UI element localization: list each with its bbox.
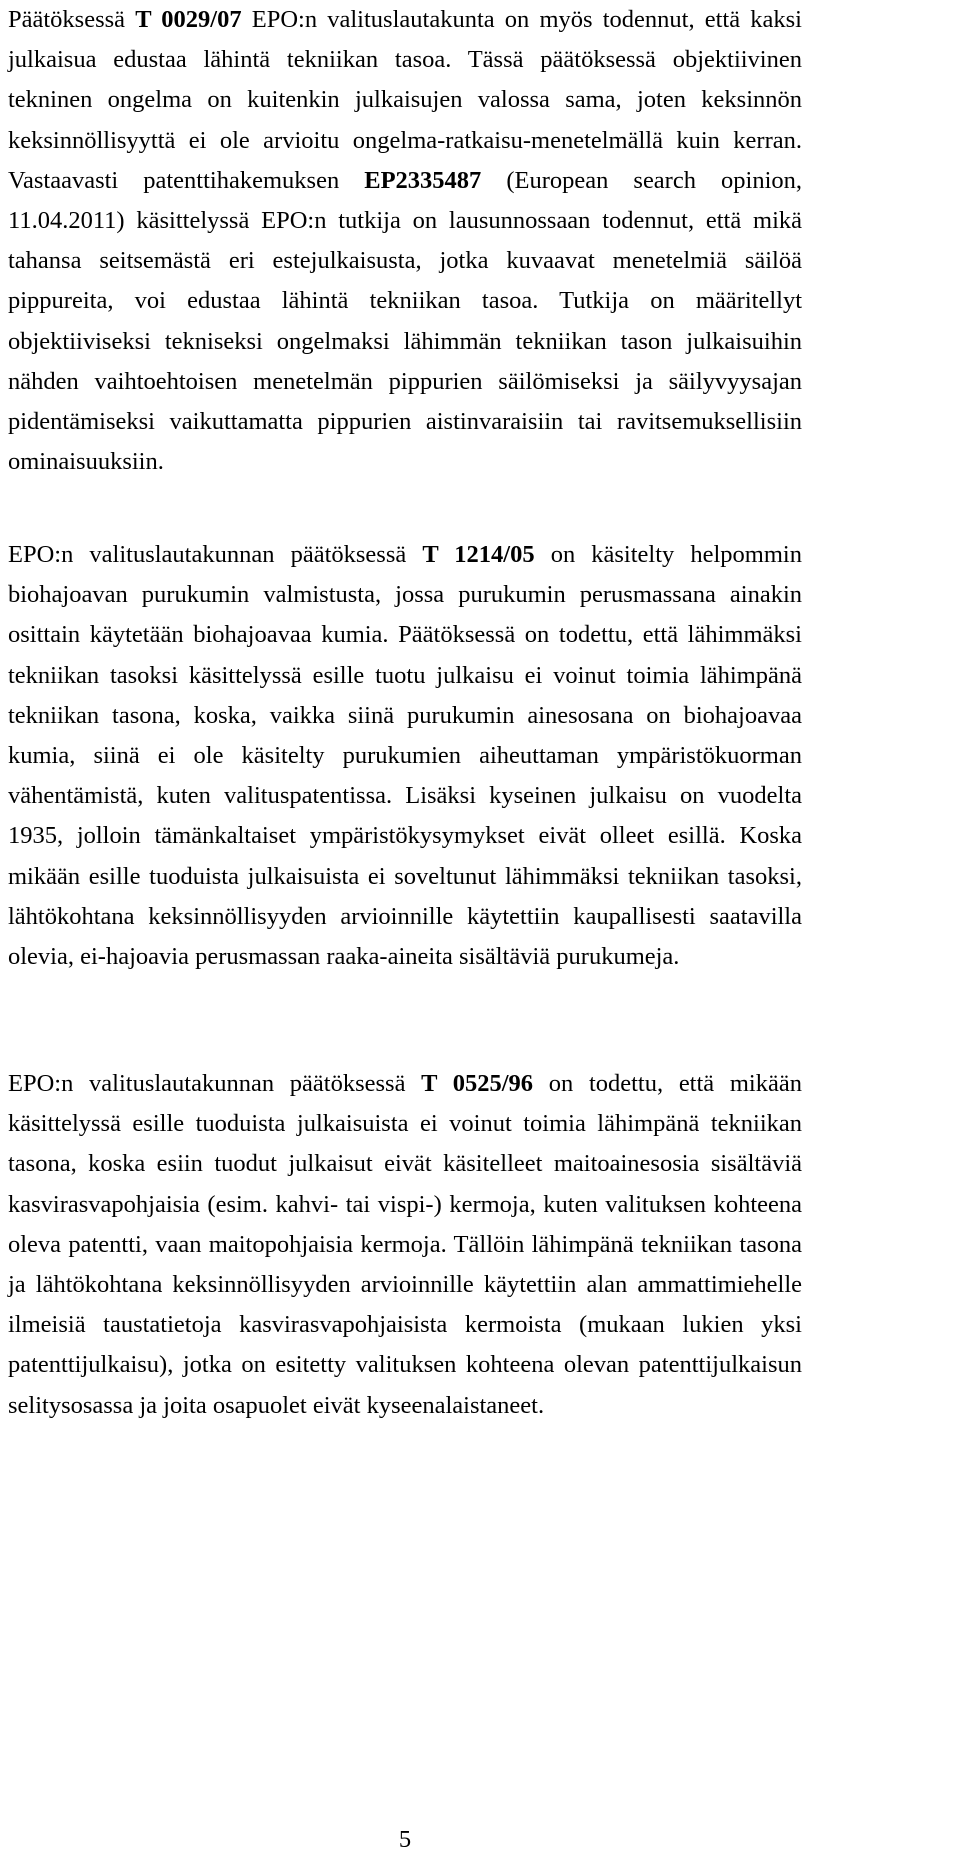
p3-text-1: EPO:n valituslautakunnan päätöksessä <box>8 1070 422 1097</box>
decision-ref-t0029-07: T 0029/07 <box>135 6 242 33</box>
paragraph-2 <box>8 535 802 977</box>
paragraph-1 <box>8 0 802 482</box>
p1-text-3: (European search opinion, 11.04.2011) käsittelyssä EPO:n tutkija on lausunnossaan todennut, että mikä tahansa seitsemästä eri estejulkaisusta, jotka kuvaavat menetelmiä säilöä pippureita, voi edustaa lähintä tekniikan tasoa. Tutkija on määritellyt objektiiviseksi tekniseksi ongelmaksi lähimmän tekniikan tason julkaisuihin nähden vaihtoehtoisen menetelmän pippurien säilömiseksi ja säilyvyysajan pidentämiseksi vaikuttamatta pippurien aistinvaraisiin tai ravitsemuksellisiin ominaisuuksiin. <box>8 166 802 476</box>
patent-ref-ep2335487: EP2335487 <box>364 166 482 194</box>
p1-text-2: EPO:n valituslautakunta on myös todennut, että kaksi julkaisua edustaa lähintä tekniikan tasoa. Tässä päätöksessä objektiivinen tekninen ongelma on kuitenkin julkaisujen valossa sama, joten keksinnön keksinnöllisyyttä ei ole arvioitu ongelma-ratkaisu-menetelmällä kuin kerran. Vastaavasti patenttihakemuksen <box>8 6 802 194</box>
paragraph-3 <box>8 1064 802 1426</box>
decision-ref-t0525-96: T 0525/96 <box>421 1070 534 1097</box>
p1-text-1: Päätöksessä <box>8 6 136 33</box>
p3-text-2: on todettu, että mikään käsittelyssä esille tuoduista julkaisuista ei voinut toimia lähimpänä tekniikan tasona, koska esiin tuodut julkaisut eivät käsitelleet maitoainesosia sisältäviä kasvirasvapohjaisia (esim. kahvi- tai vispi-) kermoja, kuten valituksen kohteena oleva patentti, vaan maitopohjaisia kermoja. Tällöin lähimpänä tekniikan tasona ja lähtökohtana keksinnöllisyyden arvioinnille käytettiin alan ammattimiehelle ilmeisiä taustatietoja kasvirasvapohjaisista kermoista (mukaan lukien yksi patenttijulkaisu), jotka on esitetty valituksen kohteena olevan patenttijulkaisun selitysosassa ja joita osapuolet eivät kyseenalaistaneet. <box>8 1070 802 1419</box>
p2-text-2: on käsitelty helpommin biohajoavan purukumin valmistusta, jossa purukumin perusmassana ainakin osittain käytetään biohajoavaa kumia. Päätöksessä on todettu, että lähimmäksi tekniikan tasoksi käsittelyssä esille tuotu julkaisu ei voinut toimia lähimpänä tekniikan tasona, koska, vaikka siinä purukumin ainesosana on biohajoavaa kumia, siinä ei ole käsitelty purukumien aiheuttaman ympäristökuorman vähentämistä, kuten valituspatentissa. Lisäksi kyseinen julkaisu on vuodelta 1935, jolloin tämänkaltaiset ympäristökysymykset eivät olleet esillä. Koska mikään esille tuoduista julkaisuista ei soveltunut lähimmäksi tekniikan tasoksi, lähtökohtana keksinnöllisyyden arvioinnille käytettiin kaupallisesti saatavilla olevia, ei-hajoavia perusmassan raaka-aineita sisältäviä purukumeja. <box>8 541 802 971</box>
page-number: 5 <box>398 1826 412 1853</box>
p2-text-1: EPO:n valituslautakunnan päätöksessä <box>8 541 423 568</box>
decision-ref-t1214-05: T 1214/05 <box>422 541 535 568</box>
